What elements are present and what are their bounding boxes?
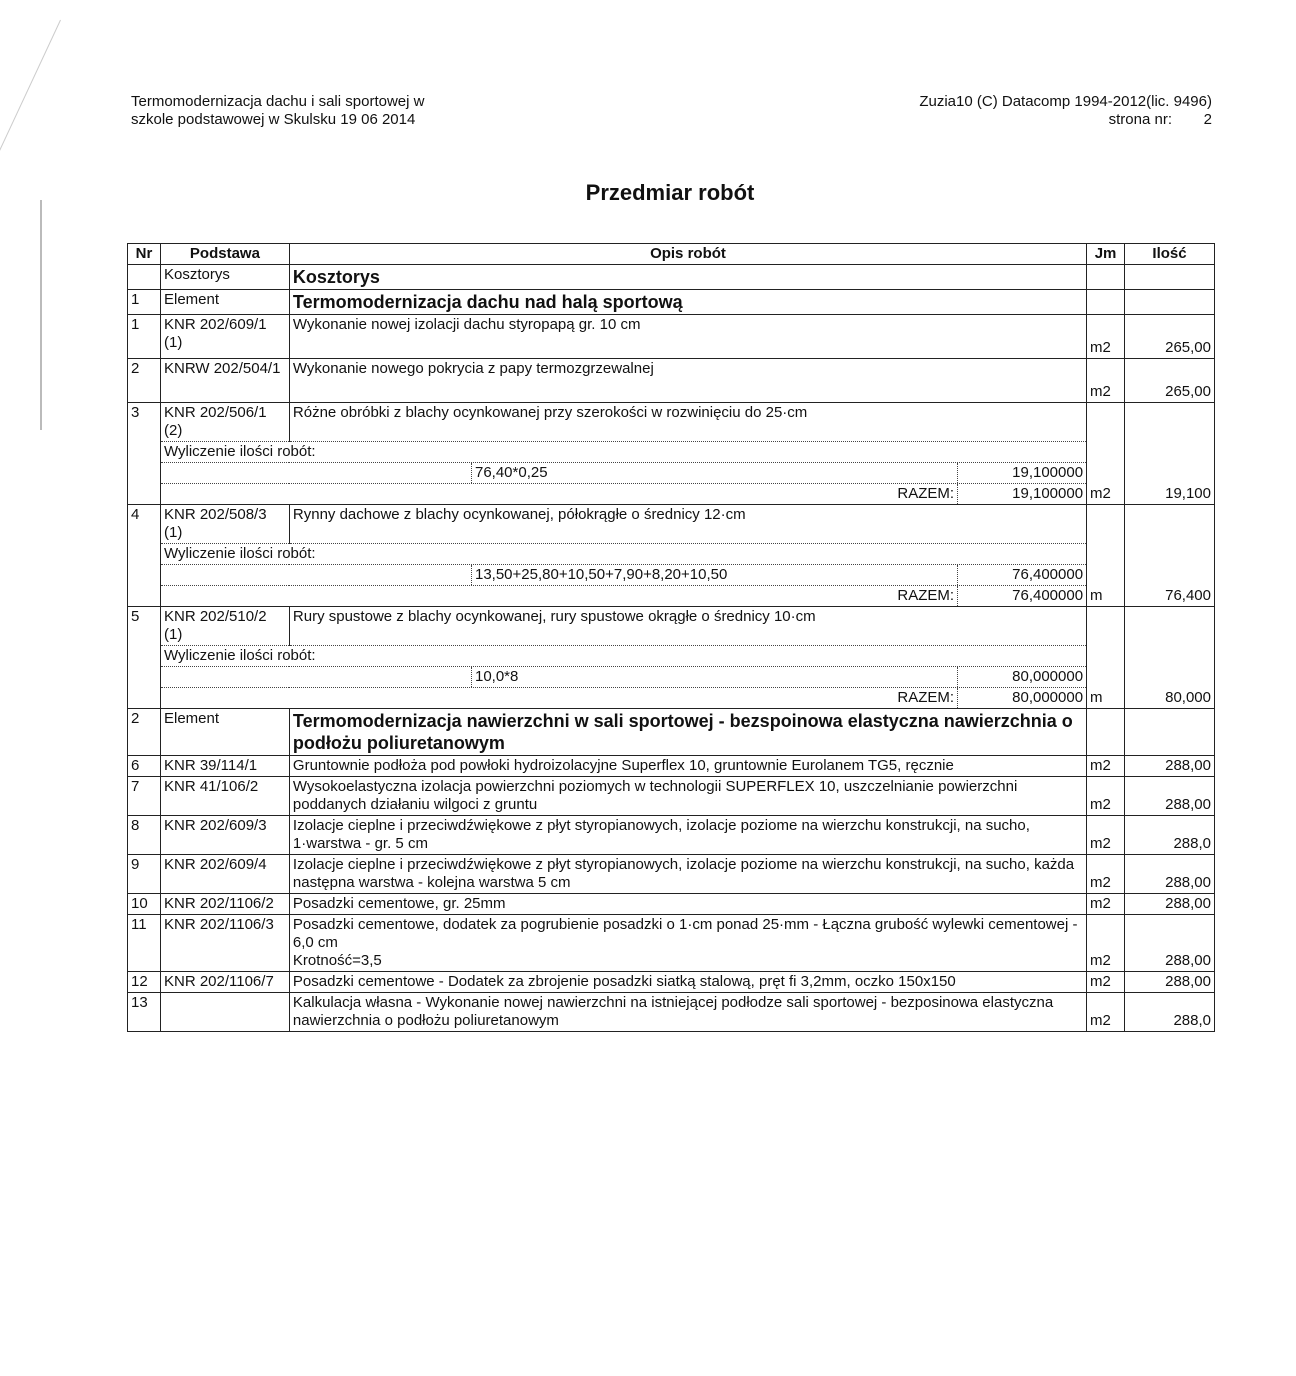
scan-artifact (40, 200, 42, 430)
razem-label: RAZEM: (897, 485, 955, 502)
calc-label-row (128, 646, 1215, 667)
table-row (128, 993, 1215, 1032)
cell-opis: Wykonanie nowej izolacji dachu styropapą gr. 10 cm (289, 315, 1086, 359)
cell-jm: m2 (1087, 777, 1125, 816)
table-row (128, 315, 1215, 359)
cell-nr: 9 (128, 855, 161, 894)
cell-ilosc: 265,00 (1125, 359, 1215, 403)
calc-value: 19,100000 (958, 463, 1087, 483)
cell-ilosc: 76,400 (1125, 586, 1215, 607)
cell-jm: m2 (1087, 756, 1125, 777)
software-credit: Zuzia10 (C) Datacomp 1994-2012(lic. 9496) (919, 93, 1212, 110)
cell-podstawa: KNR 202/609/1 (1) (160, 315, 289, 359)
cell-opis: Rynny dachowe z blachy ocynkowanej, półokrągłe o średnicy 12·cm (289, 505, 1086, 544)
table-row (128, 894, 1215, 915)
header-ilosc: Ilość (1125, 244, 1215, 265)
cell-jm: m2 (1087, 915, 1125, 972)
cell-opis: Termomodernizacja dachu nad halą sportową (289, 290, 1086, 315)
table-row (128, 290, 1215, 315)
cell-jm: m2 (1087, 855, 1125, 894)
calc-formula: 10,0*8 (471, 667, 957, 687)
cell-jm: m2 (1087, 359, 1125, 403)
cell-ilosc: 19,100 (1125, 484, 1215, 505)
table-row (128, 756, 1215, 777)
project-name-line1: Termomodernizacja dachu i sali sportowej w (131, 93, 425, 110)
cell-nr: 8 (128, 816, 161, 855)
table-row (128, 607, 1215, 646)
cell-podstawa: KNR 202/1106/7 (160, 972, 289, 993)
calc-label-row (128, 442, 1215, 463)
table-row (128, 709, 1215, 756)
cell-nr: 4 (128, 505, 161, 607)
cell-opis: Wykonanie nowego pokrycia z papy termozgrzewalnej (289, 359, 1086, 403)
cell-nr: 5 (128, 607, 161, 709)
cell-ilosc: 288,00 (1125, 855, 1215, 894)
table-row (128, 505, 1215, 544)
table-row (128, 403, 1215, 442)
cell-ilosc: 265,00 (1125, 315, 1215, 359)
page-number: 2 (1203, 111, 1212, 128)
cell-opis: Rury spustowe z blachy ocynkowanej, rury spustowe okrągłe o średnicy 10·cm (289, 607, 1086, 646)
cell-podstawa: KNR 202/510/2 (1) (160, 607, 289, 646)
cell-jm: m2 (1087, 894, 1125, 915)
table-row (128, 816, 1215, 855)
cell-ilosc: 288,00 (1125, 915, 1215, 972)
razem-row (128, 484, 1215, 505)
cell-opis: Gruntownie podłoża pod powłoki hydroizolacyjne Superflex 10, gruntownie Eurolanem TG5, ręcznie (289, 756, 1086, 777)
cell-nr: 13 (128, 993, 161, 1032)
cell-opis: Posadzki cementowe - Dodatek za zbrojenie posadzki siatką stalową, pręt fi 3,2mm, oczko 150x150 (289, 972, 1086, 993)
page-indicator (919, 111, 1212, 129)
table-row (128, 855, 1215, 894)
cell-jm: m (1087, 688, 1125, 709)
razem-label: RAZEM: (897, 587, 955, 604)
cell-ilosc: 288,00 (1125, 777, 1215, 816)
cell-opis: Izolacje cieplne i przeciwdźwiękowe z płyt styropianowych, izolacje poziome na wierzchu konstrukcji, na sucho, 1·warstwa - gr. 5 cm (289, 816, 1086, 855)
table-row (128, 972, 1215, 993)
cell-podstawa: KNR 202/508/3 (1) (160, 505, 289, 544)
cell-opis: Izolacje cieplne i przeciwdźwiękowe z płyt styropianowych, izolacje poziome na wierzchu konstrukcji, na sucho, każda następna warstwa - kolejna warstwa 5 cm (289, 855, 1086, 894)
opis-text: Posadzki cementowe, dodatek za pogrubienie posadzki o 1·cm ponad 25·mm - Łączna grubość wylewki cementowej - 6,0 cm (292, 916, 1078, 951)
header-jm: Jm (1087, 244, 1125, 265)
header-nr: Nr (128, 244, 161, 265)
cell-podstawa: Element (160, 290, 289, 315)
cell-nr: 3 (128, 403, 161, 505)
cell-nr: 1 (128, 290, 161, 315)
document-header-left (131, 93, 424, 129)
calc-value: 80,000000 (958, 667, 1087, 687)
table-row (128, 777, 1215, 816)
razem-value: 19,100000 (958, 484, 1087, 504)
table-row (128, 915, 1215, 972)
table-row (128, 265, 1215, 290)
cell-nr: 1 (128, 315, 161, 359)
calc-label: Wyliczenie ilości robót: (160, 442, 1086, 463)
calc-formula-row (128, 667, 1215, 688)
project-name-line2: szkole podstawowej w Skulsku 19 06 2014 (131, 111, 416, 128)
opis-krotnosc: Krotność=3,5 (292, 952, 382, 969)
cell-ilosc: 288,00 (1125, 972, 1215, 993)
cell-nr: 6 (128, 756, 161, 777)
document-header-right (919, 93, 1212, 129)
cell-podstawa: KNR 39/114/1 (160, 756, 289, 777)
calc-formula: 13,50+25,80+10,50+7,90+8,20+10,50 (471, 565, 957, 585)
cell-ilosc: 288,00 (1125, 756, 1215, 777)
cell-opis: Kosztorys (289, 265, 1086, 290)
cell-nr: 7 (128, 777, 161, 816)
razem-row (128, 688, 1215, 709)
header-opis: Opis robót (289, 244, 1086, 265)
page-title: Przedmiar robót (585, 180, 755, 205)
cell-nr: 10 (128, 894, 161, 915)
cell-opis: Wysokoelastyczna izolacja powierzchni poziomych w technologii SUPERFLEX 10, uszczelnianie powierzchni poddanych działaniu wilgoci z gruntu (289, 777, 1086, 816)
calc-label-row (128, 544, 1215, 565)
cell-jm: m2 (1087, 484, 1125, 505)
cell-ilosc: 288,00 (1125, 894, 1215, 915)
page-label: strona nr: (1108, 111, 1172, 128)
cell-nr: 12 (128, 972, 161, 993)
calc-label: Wyliczenie ilości robót: (160, 646, 1086, 667)
cell-opis: Kalkulacja własna - Wykonanie nowej nawierzchni na istniejącej podłodze sali sportowej - bezposinowa elastyczna nawierzchnia o podłożu poliuretanowym (289, 993, 1086, 1032)
cell-ilosc: 80,000 (1125, 688, 1215, 709)
razem-row (128, 586, 1215, 607)
cell-podstawa: KNRW 202/504/1 (160, 359, 289, 403)
scan-artifact (0, 20, 61, 184)
calc-value: 76,400000 (958, 565, 1087, 585)
cell-ilosc: 288,0 (1125, 816, 1215, 855)
cell-podstawa: KNR 202/609/3 (160, 816, 289, 855)
cell-jm: m2 (1087, 816, 1125, 855)
razem-label: RAZEM: (897, 689, 955, 706)
cell-opis: Termomodernizacja nawierzchni w sali sportowej - bezspoinowa elastyczna nawierzchnia o podłożu poliuretanowym (289, 709, 1086, 756)
calc-label: Wyliczenie ilości robót: (160, 544, 1086, 565)
cell-jm: m2 (1087, 993, 1125, 1032)
cell-podstawa: KNR 202/1106/3 (160, 915, 289, 972)
razem-value: 80,000000 (958, 688, 1087, 708)
cell-jm: m2 (1087, 315, 1125, 359)
cell-podstawa: Element (160, 709, 289, 756)
przedmiar-table (127, 243, 1215, 1032)
razem-value: 76,400000 (958, 586, 1087, 606)
cell-podstawa (160, 993, 289, 1032)
cell-podstawa: Kosztorys (160, 265, 289, 290)
cell-opis: Posadzki cementowe, gr. 25mm (289, 894, 1086, 915)
cell-podstawa: KNR 202/609/4 (160, 855, 289, 894)
cell-jm: m (1087, 586, 1125, 607)
cell-nr: 2 (128, 709, 161, 756)
calc-formula-row (128, 565, 1215, 586)
cell-nr: 2 (128, 359, 161, 403)
calc-formula-row (128, 463, 1215, 484)
cell-podstawa: KNR 202/506/1 (2) (160, 403, 289, 442)
cell-opis: Różne obróbki z blachy ocynkowanej przy szerokości w rozwinięciu do 25·cm (289, 403, 1086, 442)
cell-nr: 11 (128, 915, 161, 972)
calc-formula: 76,40*0,25 (471, 463, 957, 483)
header-podstawa: Podstawa (160, 244, 289, 265)
cell-ilosc: 288,0 (1125, 993, 1215, 1032)
cell-jm: m2 (1087, 972, 1125, 993)
cell-podstawa: KNR 41/106/2 (160, 777, 289, 816)
cell-opis (289, 915, 1086, 972)
table-header-row (128, 244, 1215, 265)
cell-podstawa: KNR 202/1106/2 (160, 894, 289, 915)
table-row (128, 359, 1215, 403)
